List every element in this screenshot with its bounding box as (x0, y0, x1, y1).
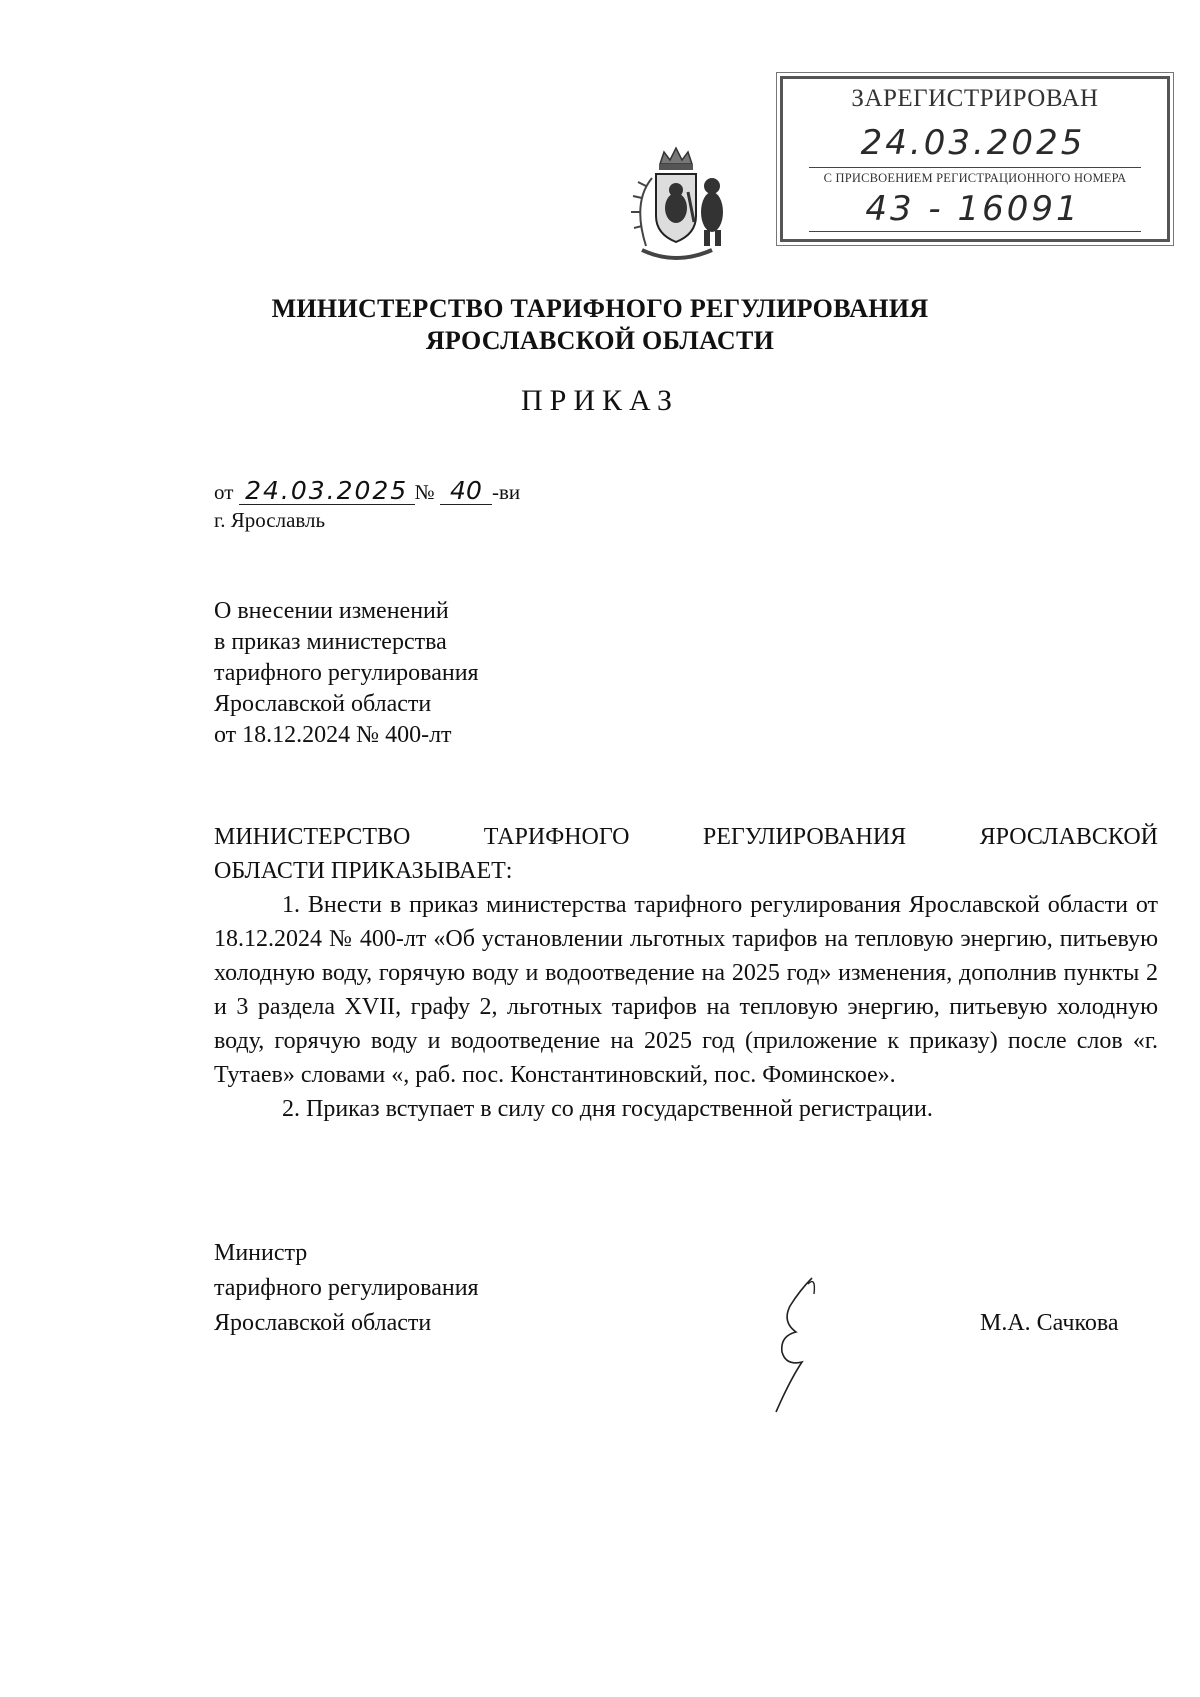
number-label: № (414, 480, 435, 504)
document-title: ПРИКАЗ (521, 384, 679, 417)
order-item-1: 1. Внести в приказ министерства тарифного регулирования Ярославской области от 18.12.2024 № 400-лт «Об установлении льготных тарифов на тепловую энергию, питьевую холодную воду, горячую воду и водоотведение на 2025 год» изменения, дополнив пункты 2 и 3 раздела XVII, графу 2, льготных тарифов на тепловую энергию, питьевую холодную воду, горячую воду и водоотведение на 2025 год (приложение к приказу) после слов «г. Тутаев» словами «, раб. пос. Константиновский, пос. Фоминское». (214, 892, 1158, 1088)
signatory-title-line: Министр (214, 1240, 308, 1266)
registration-stamp (780, 76, 1170, 242)
signatory-title-line: Ярославской области (214, 1310, 432, 1336)
preamble-line: МИНИСТЕРСТВО ТАРИФНОГО РЕГУЛИРОВАНИЯ ЯРОСЛАВСКОЙ (214, 824, 1158, 850)
city: г. Ярославль (214, 508, 326, 532)
subject-line: тарифного регулирования (214, 660, 479, 686)
subject-line: Ярославской области (214, 691, 432, 717)
order-item-2: 2. Приказ вступает в силу со дня государственной регистрации. (282, 1096, 933, 1122)
order-date-number-row (214, 478, 520, 505)
order-number: 40 (440, 478, 492, 505)
stamp-title: ЗАРЕГИСТРИРОВАН (851, 85, 1099, 112)
minister-name: М.А. Сачкова (980, 1310, 1119, 1336)
ministry-name-line1: МИНИСТЕРСТВО ТАРИФНОГО РЕГУЛИРОВАНИЯ (271, 294, 929, 323)
ministry-name-line2: ЯРОСЛАВСКОЙ ОБЛАСТИ (425, 326, 775, 355)
from-label: от (214, 480, 234, 504)
coat-of-arms-icon (612, 142, 740, 270)
stamp-divider (809, 167, 1141, 168)
preamble-line: ОБЛАСТИ ПРИКАЗЫВАЕТ: (214, 858, 513, 884)
stamp-divider (809, 231, 1141, 232)
stamp-date: 24.03.2025 (860, 123, 1086, 163)
stamp-caption: С ПРИСВОЕНИЕМ РЕГИСТРАЦИОННОГО НОМЕРА (823, 171, 1127, 185)
order-body (214, 820, 1158, 1126)
stamp-registration-number: 43 - 16091 (865, 189, 1081, 229)
subject-line: О внесении изменений (214, 598, 449, 624)
subject-line: в приказ министерства (214, 629, 447, 655)
order-suffix: -ви (491, 480, 521, 504)
order-date: 24.03.2025 (239, 478, 415, 505)
handwritten-signature (750, 1270, 840, 1420)
subject-line: от 18.12.2024 № 400-лт (214, 722, 452, 748)
signatory-title-line: тарифного регулирования (214, 1275, 479, 1301)
